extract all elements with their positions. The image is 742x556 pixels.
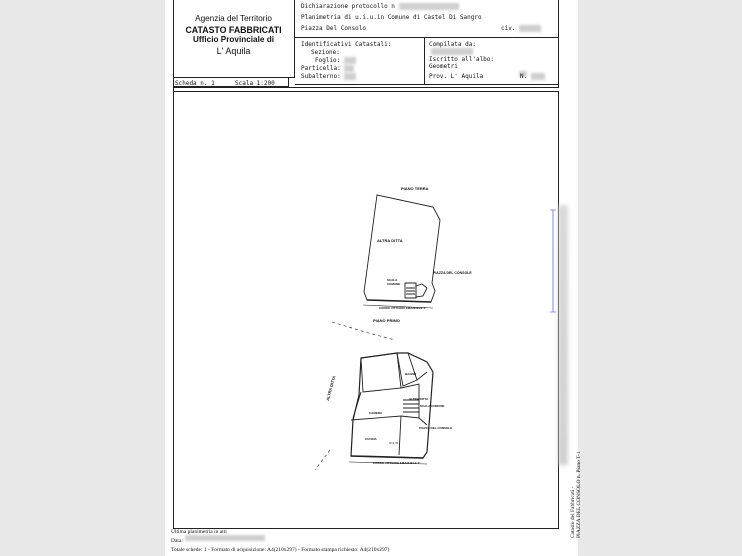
office-name: Ufficio Provinciale di [193, 35, 274, 44]
scala-label: Scala 1:200 [235, 80, 275, 87]
label-street-bottom: CORSO VITTORIO EMANUELE 2° [373, 461, 421, 465]
sezione-label: Sezione: [311, 49, 340, 56]
label-cucina: CUCINA [365, 437, 377, 441]
label-piano-primo: PIANO PRIMO [373, 318, 400, 323]
stair-steps-first [403, 400, 419, 412]
cucina-room [351, 392, 401, 455]
corridor [401, 384, 419, 418]
label-piazza-consolo-bottom: PIAZZA DEL CONSOLE [419, 426, 453, 430]
camera-room [361, 353, 401, 392]
prov-label: Prov. L' Aquila [429, 73, 484, 80]
agency-name: Agenzia del Territorio [195, 14, 272, 23]
office-city: L' Aquila [216, 45, 251, 56]
scheda-label: Scheda n. 1 [175, 80, 215, 87]
label-altra-ditta-side: ALTRA DITTA [325, 375, 337, 402]
catasto-title: CATASTO FABBRICATI [185, 24, 282, 35]
redacted-value [185, 535, 265, 541]
stair-box [405, 283, 416, 298]
redacted-side-strip [558, 205, 568, 465]
side-text-line1: Catasto dei Fabbricati - [570, 486, 576, 538]
label-altra-ditta-mid: ALTRA DITTA [409, 397, 429, 401]
particella-label: Particella: [301, 65, 341, 72]
document-sheet [165, 0, 578, 556]
label-h-value: H=2.70 [389, 441, 399, 445]
label-bagno: BAGNO [405, 372, 417, 376]
label-street-top: CORSO VITTORIO EMANUELE 2° [379, 306, 427, 310]
subalterno-label: Subalterno: [301, 73, 341, 80]
label-scala-comune-top: SCALA COMUNE [387, 278, 401, 286]
n-label: N. [520, 73, 528, 80]
dichiarazione-label: Dichiarazione protocollo n [301, 3, 395, 10]
footer-totale: Totale schede: 1 - Formato di acquisizione: A4(210x297) - Formato stampa richiesto: A4(210x297) [171, 547, 390, 553]
floor-plan-drawing [165, 0, 578, 556]
stair-landing [416, 284, 427, 297]
label-camera: CAMERA [369, 411, 383, 415]
identificativi-label: Identificativi Catastali: [301, 41, 392, 48]
planimetria-text: Planimetria di u.i.u.in Comune di Castel Di Sangro [301, 14, 482, 21]
label-altra-ditta-top: ALTRA DITTA [377, 238, 403, 243]
label-scala-comune-mid: SCALA COMUNE [420, 404, 445, 408]
iscritto-value: Geometri [429, 62, 458, 70]
footer-data-label: Data: [171, 538, 183, 544]
footer-ultima: Ultima planimetria in atti [171, 529, 227, 535]
compilata-label: Compilata da: [429, 41, 476, 48]
side-text [570, 338, 582, 538]
civ-label: civ. [501, 25, 516, 32]
stair-steps [406, 288, 415, 294]
label-piazza-consolo-top: PIAZZA DEL CONSOLE [433, 271, 472, 275]
label-piano-terra: PIANO TERRA [401, 186, 429, 191]
address-text: Piazza Del Consolo [301, 25, 367, 32]
iscritto-label: Iscritto all'albo: [429, 56, 495, 63]
foglio-label: Foglio: [315, 57, 341, 64]
side-text-line2: PIAZZA DEL CONSOLO n. Piano T-1 [576, 451, 582, 538]
